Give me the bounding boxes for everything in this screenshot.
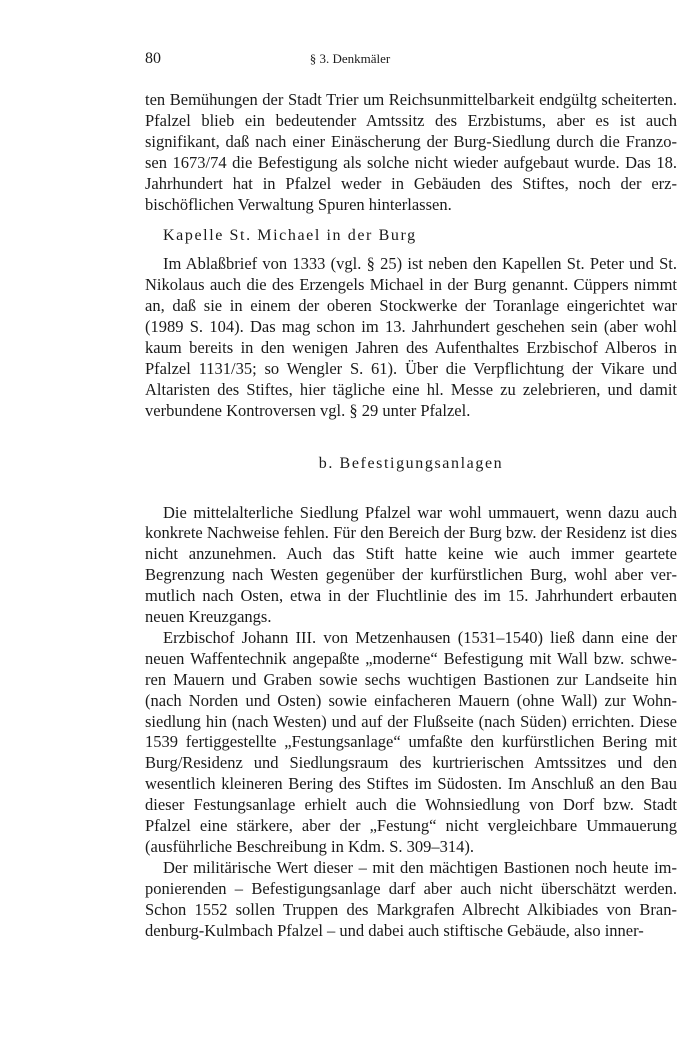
body-text xyxy=(145,90,677,942)
paragraph-3: Die mittelalterliche Siedlung Pfalzel war wohl ummauert, wenn dazu auch konkrete Nachweise fehlen. Für den Bereich der Burg bzw. der Residenz ist dies nicht anzunehmen. Auch das Stift hatte keine wie auch immer geartete Begrenzung nach Westen gegenüber der kurfürstlichen Burg, wohl aber vermutlich nach Osten, etwa in der Fluchtlinie des im 15. Jahrhundert erbauten neuen Kreuzgangs. xyxy=(145,502,677,627)
page-number: 80 xyxy=(145,50,161,67)
subsection-heading: Kapelle St. Michael in der Burg xyxy=(163,227,417,245)
paragraph-5: Der militärische Wert dieser – mit den mächtigen Bastionen noch heute imponierenden – Befestigungsanlage darf aber auch nicht überschätzt werden. Schon 1552 sollen Truppen des Markgrafen Albrecht Alkibiades von Brandenburg-Kulmbach Pfalzel – und dabei auch stiftische Gebäude, also inner- xyxy=(145,857,677,940)
paragraph-2: Im Ablaßbrief von 1333 (vgl. § 25) ist neben den Kapellen St. Peter und St. Nikolaus auch die des Erzengels Michael in der Burg genannt. Cüppers nimmt an, daß sie in einem der oberen Stockwerke der Toranlage eingerichtet war (1989 S. 104). Das mag schon im 13. Jahrhundert geschehen sein (aber wohl kaum bereits in den wenigen Jahren des Aufenthaltes Erzbischof Alberos in Pfalzel 1131/35; so Wengler S. 61). Über die Verpflichtung der Vikare und Altaristen des Stiftes, hier tägliche eine hl. Messe zu zelebrieren, und damit verbundene Kontroversen vgl. § 29 unter Pfalzel. xyxy=(145,254,677,420)
running-head: § 3. Denkmäler xyxy=(309,51,391,66)
paragraph-1: ten Bemühungen der Stadt Trier um Reichsunmittelbarkeit endgültg scheiterten. Pfalzel blieb ein bedeutender Amtssitz des Erzbistums, aber es ist auch signifikant, daß nach einer Einäscherung der Burg-Siedlung durch die Franzosen 1673/74 die Befestigung als solche nicht wieder aufgebaut wurde. Das 18. Jahrhundert hat in Pfalzel weder in Gebäuden des Stiftes, noch der erzbischöflichen Verwaltung Spuren hinterlassen. xyxy=(145,90,677,214)
paragraph-4: Erzbischof Johann III. von Metzenhausen (1531–1540) ließ dann eine der neuen Waffentechnik angepaßte „moderne“ Befestigung mit Wall bzw. schweren Mauern und Graben sowie sechs wuchtigen Bastionen zur Landseite hin (nach Norden und Osten) sowie einfacheren Mauern (ohne Wall) zur Wohnsiedlung hin (nach Westen) und auf der Flußseite (nach Süden) errichten. Diese 1539 fertiggestellte „Festungsanlage“ umfaßte den kurfürstlichen Bering mit Burg/Residenz und Siedlungsraum des kurtrierischen Amtssitzes und den wesentlich kleineren Bering des Stiftes im Südosten. Im Anschluß an den Bau dieser Festungsanlage erhielt auch die Wohnsiedlung von Dorf bzw. Stadt Pfalzel eine stärkere, aber der „Festung“ nicht vergleichbare Ummauerung (ausführliche Beschreibung in Kdm. S. 309–314). xyxy=(145,627,677,856)
section-heading: b. Befestigungsanlagen xyxy=(318,454,504,472)
